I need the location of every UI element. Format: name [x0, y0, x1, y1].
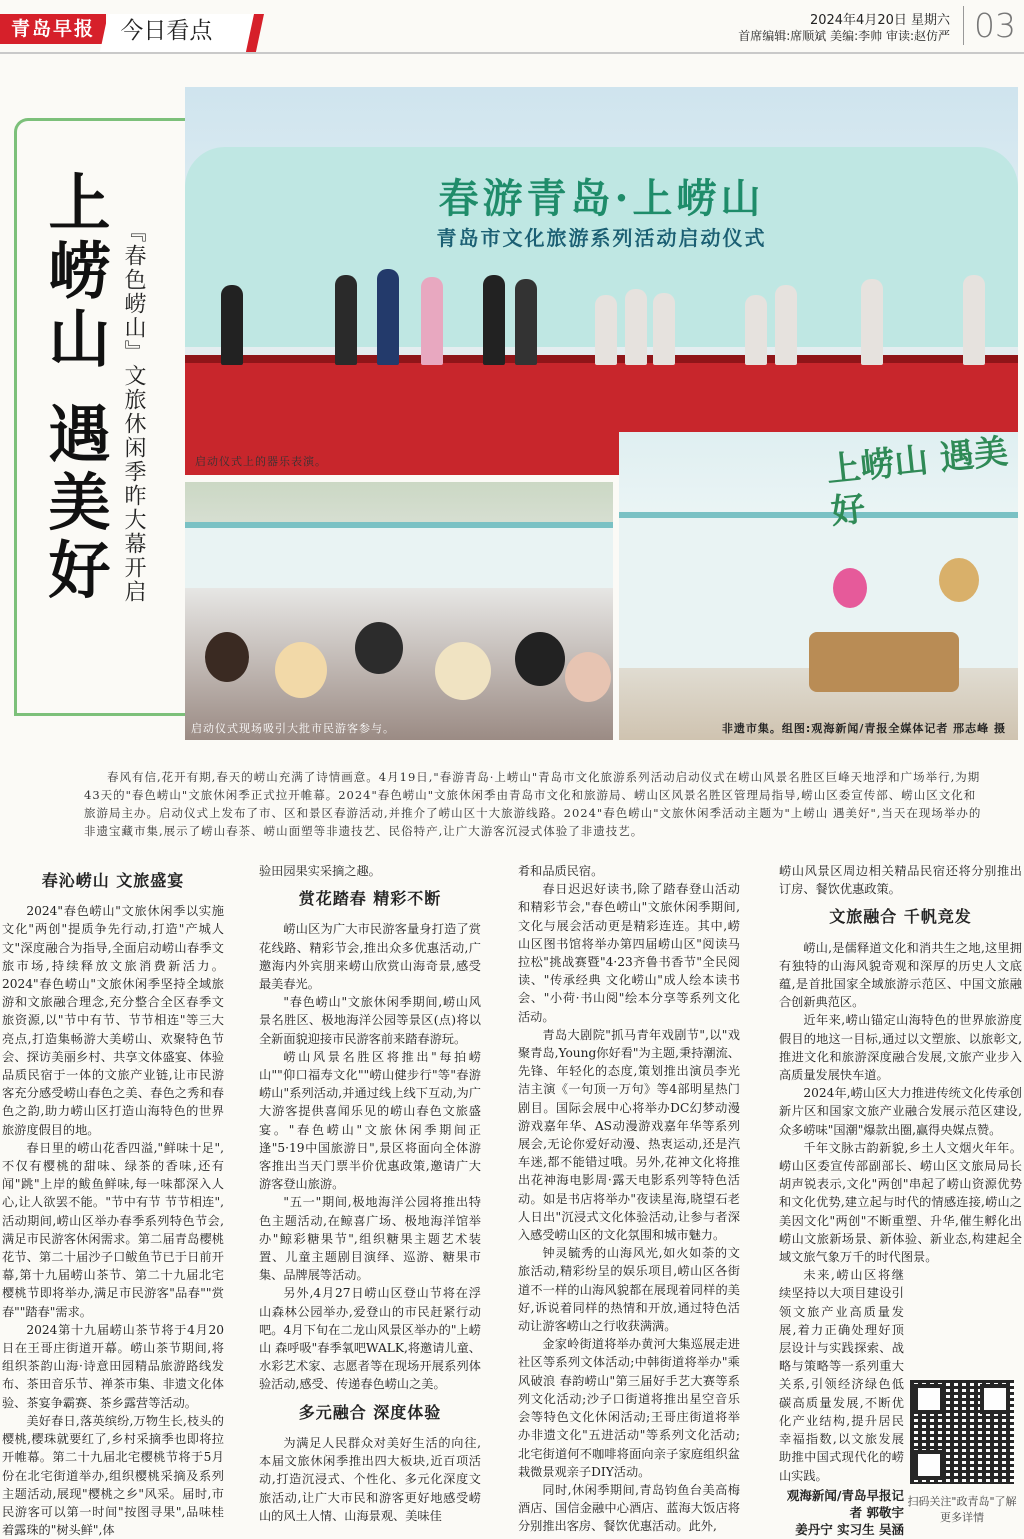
performer — [421, 277, 443, 365]
editor-credits: 首席编辑:席顺斌 美编:李帅 审读:赵仿严 — [738, 29, 950, 43]
article-column-3 — [518, 862, 740, 1536]
audience-head — [435, 642, 491, 700]
lead-paragraph: 春风有信,花开有期,春天的崂山充满了诗情画意。4月19日,"春游青岛·上崂山"青岛市文化旅游系列活动启动仪式在崂山风景名胜区巨峰天地浮和广场举行,为期43天的"春色崂山"文旅休闲季正式拉开帷幕。2024"春色崂山"文旅休闲季由青岛市文化和旅游局、崂山区风景名胜区管理局指导,崂山区委宣传部、崂山区文化和旅游局主办。启动仪式上发布了市、区和景区春游活动,并推介了崂山区十大旅游线路。2024"春色崂山"文旅休闲季活动主题为"上崂山 遇美好",当天在现场举办的非遗宝藏市集,展示了崂山春茶、崂山面塑等非遗技艺、民俗特产,让广大游客沉浸式体验了非遗技艺。 — [84, 770, 982, 838]
paragraph: "五一"期间,极地海洋公园将推出特色主题活动,在鲸喜广场、极地海洋馆举办"鲸彩糖果节",组织糖果主题艺术装置、儿童主题剧目演绎、巡游、糖果市集、品牌展等活动。 — [259, 1195, 481, 1283]
byline-line: 姜丹宁 实习生 吴涵 — [795, 1521, 904, 1537]
market-photo — [619, 432, 1018, 740]
performer — [625, 289, 647, 365]
qr-finder — [914, 1450, 944, 1480]
page-number: 03 — [963, 6, 1016, 45]
byline — [779, 1487, 904, 1538]
subheading: 多元融合 深度体验 — [298, 1402, 442, 1422]
vendor — [939, 558, 979, 602]
paragraph: "春色崂山"文旅休闲季期间,崂山风景名胜区、极地海洋公园等景区(点)将以全新面貌迎接市民游客前来踏春游玩。 — [259, 995, 481, 1046]
newspaper-logo: 青岛早报 — [0, 14, 106, 44]
audience-head — [355, 622, 403, 674]
paragraph: 为满足人民群众对美好生活的向往,本届文旅休闲季推出四大板块,近百项活动,打造沉浸式、个性化、多元化深度文旅活动,让广大市民和游客更好地感受崂山的风土人情、山海景观、美味佳 — [259, 1435, 481, 1523]
backdrop-title: 春游青岛·上崂山 — [438, 175, 765, 222]
stage-performance-photo — [185, 87, 1018, 475]
article-column-1 — [2, 862, 224, 1539]
performer — [745, 295, 767, 365]
vendor — [833, 568, 867, 608]
performer — [515, 279, 537, 365]
paragraph: 美好春日,落英缤纷,万物生长,枝头的樱桃,樱珠就要红了,乡村采摘季也即将拉开帷幕。第二十九届北宅樱桃节将于5月份在北宅街道举办,组织樱桃采摘及系列主题活动,展现"樱桃之乡"风采。届时,市民游客可以第一时间"按图寻果",品味桂着露珠的"树头鲜",体 — [2, 1413, 224, 1538]
audience-head — [565, 652, 611, 702]
subheading: 春沁崂山 文旅盛宴 — [41, 871, 185, 890]
paragraph: 近年来,崂山锚定山海特色的世界旅游度假目的地这一目标,通过以文塑旅、以旅彰文,推进文化和旅游深度融合发展,文旅产业步入高质量发展快车道。 — [779, 1013, 1022, 1083]
paragraph: 未来,崂山区将继续坚持以大项目建设引领文旅产业高质量发展,着力正确处理好顶层设计与实践探索、战略与策略等一系列重大关系,引领经济绿色低碳高质量发展,不断优化产业结构,提升居民幸福指数,以文旅发展助推中国式现代化的崂山实践。 — [779, 1268, 904, 1483]
paragraph: 2024年,崂山区大力推进传统文化传承创新片区和国家文旅产业融合发展示范区建设,众多崂味"国潮"爆款出圈,赢得央媒点赞。 — [779, 1086, 1022, 1137]
subheading: 赏花踏春 精彩不断 — [298, 889, 442, 909]
sub-headline: 『春色崂山』文旅休闲季昨大幕开启 — [121, 220, 146, 604]
performer — [377, 269, 399, 365]
paragraph: 千年文脉古韵新貌,乡土人文烟火年年。崂山区委宣传部副部长、崂山区文旅局局长胡声锐表示,文化"两创"串起了崂山资源优势和文化优势,建立起与时代的情感连接,崂山之美因文化"两创"不断重塑、升华,催生孵化出崂山文旅新场景、新体验、新业态,构建起全域文旅气象万千的时代图景。 — [779, 1140, 1022, 1265]
photo-caption: 启动仪式现场吸引大批市民游客参与。 — [191, 722, 395, 735]
byline-line: 观海新闻/青岛早报记者 郭敬宇 — [786, 1487, 904, 1520]
subheading: 文旅融合 千帆竞发 — [829, 907, 972, 927]
paragraph: 肴和品质民宿。 — [518, 864, 604, 878]
paragraph: 崂山风景名胜区将推出"每拍崂山""仰口福寿文化""崂山健步行"等"春游崂山"系列活动,并通过线上线下互动,为广大游客提供喜闻乐见的崂山春色文旅盛宴。"春色崂山"文旅休闲季期间正逢"5·19中国旅游日",景区将面向全体游客推出当天门票半价优惠政策,邀请广大游客登山旅游。 — [259, 1049, 481, 1192]
paragraph: 崂山风景区周边相关精品民宿还将分别推出订房、餐饮优惠政策。 — [779, 864, 1022, 897]
paragraph: 金家岭街道将举办黄河大集巡展走进社区等系列文体活动;中韩街道将举办"乘风破浪 春韵崂山"第三届好手艺大赛等系列文化活动;沙子口街道将推出星空音乐会等特色文化休闲活动;王哥庄街道将举办非遗文化"五进活动"等系列文化活动;北宅街道何不咖啡将面向亲子家庭组织盆栽微景观亲子DIY活动。 — [518, 1337, 740, 1479]
performer — [963, 275, 985, 365]
paragraph: 春日迟迟好读书,除了踏春登山活动和精彩节会,"春色崂山"文旅休闲季期间,文化与展会活动更是精彩连连。其中,崂山区图书馆将举办第四届崂山区"阅读马拉松"挑战赛暨"4·23齐鲁书香节"全民阅读、"传承经典 文化崂山"成人绘本读书会、"小荷·书山阅"绘本分享等系列文化活动。 — [518, 882, 740, 1024]
paragraph: 钟灵毓秀的山海风光,如火如荼的文旅活动,精彩纷呈的娱乐项目,崂山区各街道不一样的山海风貌都在展现着同样的美好,诉说着同样的热情和开放,通过特色活动让游客崂山之行收获满满。 — [518, 1246, 740, 1334]
audience-head — [205, 632, 249, 682]
masthead — [0, 0, 1024, 54]
paragraph: 2024"春色崂山"文旅休闲季以实施文化"两创"提质争先行动,打造"产城人文"深度融合为指导,全面启动崂山春季文旅市场,持续释放文旅消费新活力。2024"春色崂山"文旅休闲季坚持全域旅游和文旅融合理念,充分整合全区春季文旅资源,以"节中有节、节节相连"等三大亮点,打造集畅游大美崂山、欢聚特色节会、探访美丽乡村、共享文体盛宴、体验品质民宿于一体的文旅产业链,让市民游客充分感受崂山春色之美、春色之秀和春色之韵,助力崂山区打造山海特色的世界旅游度假目的地。 — [2, 904, 224, 1137]
qr-caption: 扫码关注"政青岛"了解更多详情 — [907, 1495, 1017, 1524]
qr-finder — [914, 1384, 944, 1414]
section-label: 今日看点 — [100, 14, 264, 52]
main-headline: 上崂山 遇美好 — [38, 170, 111, 606]
paragraph: 验田园果实采摘之趣。 — [259, 864, 381, 878]
slogan-sign: 上崂山 遇美好 — [824, 432, 1010, 533]
tent — [185, 522, 613, 588]
paragraph: 崂山,是儒释道文化和消共生之地,这里拥有独特的山海风貌奇观和深厚的历史人文底蕴,是首批国家全域旅游示范区、中国文旅融合创新典范区。 — [779, 940, 1022, 1010]
backdrop-subtitle: 青岛市文化旅游系列活动启动仪式 — [436, 226, 767, 250]
article-column-2 — [259, 862, 481, 1525]
issue-date: 2024年4月20日 星期六 — [809, 13, 950, 28]
paragraph: 同时,休闲季期间,青岛钧鱼台美高梅酒店、国信金融中心酒店、蓝海大饭店将分别推出客房、餐饮优惠活动。此外, — [518, 1482, 740, 1534]
paragraph: 春日里的崂山花香四溢,"鲜味十足",不仅有樱桃的甜味、绿茶的香味,还有闻"跳"上岸的鲅鱼鲜味,每一味都深入人心,让人欲罢不能。"节中有节 节节相连",活动期间,崂山区举办春季系列特色节会,满足市民游客休闲需求。第二届青岛樱桃花节、第二十届沙子口鲅鱼节已于日前开幕,第十九届崂山茶节、第二十九届北宅樱桃节即将举办,满足市民游客"品春""赏春""踏春"需求。 — [2, 1140, 224, 1319]
produce-basket — [809, 632, 959, 692]
performer — [483, 275, 505, 365]
paragraph: 青岛大剧院"抓马青年戏剧节",以"戏聚青岛,Young你好看"为主题,秉持潮流、先锋、年轻化的态度,策划推出演员李光洁主演《一句顶一万句》等4部明星热门剧目。国际会展中心将举办DC幻梦动漫游戏嘉年华、AS动漫游戏嘉年华等系列展会,无论你爱好动漫、热衷运动,还是汽车迷,都不能错过哦。另外,花神文化将推出花神海电影周·露天电影系列等特色活动。如是书店将举办"夜读星海,晓望石老人日出"沉浸式文化体验活动,让参与者深入感受崂山区的文化氛围和城市魅力。 — [518, 1027, 740, 1243]
performer — [775, 285, 797, 365]
photo-caption: 非遗市集。组图:观海新闻/青报全媒体记者 邢志峰 摄 — [721, 722, 1006, 735]
paragraph: 崂山区为广大市民游客量身打造了赏花线路、精彩节会,推出众多优惠活动,广邀海内外宾朋来崂山欣赏山海奇景,感受最美春光。 — [259, 922, 481, 992]
audience-head — [515, 632, 565, 686]
paragraph: 另外,4月27日崂山区登山节将在浮山森林公园举办,爱登山的市民赶紧行动吧。4月下旬在二龙山风景区举办的"上崂山 森呼吸"春季氧吧WALK,将邀请儿童、水彩艺术家、志愿者等在现场开展系列体验活动,感受、传递春色崂山之美。 — [259, 1286, 481, 1392]
performer — [653, 293, 675, 365]
performer — [861, 279, 883, 365]
photo-caption: 启动仪式上的器乐表演。 — [195, 455, 327, 468]
paragraph: 2024第十九届崂山茶节将于4月20日在王哥庄街道开幕。崂山茶节期间,将组织茶韵山海·诗意田园精品旅游路线发布、茶田音乐节、禅茶市集、非遗文化体验、茶宴争霸赛、茶乡露营等活动。 — [2, 1322, 224, 1410]
crowd-photo — [185, 482, 613, 740]
performer — [595, 295, 617, 365]
qr-finder — [980, 1384, 1010, 1414]
performer — [221, 285, 243, 365]
audience-head — [275, 642, 327, 698]
qr-code[interactable] — [910, 1380, 1014, 1484]
performer — [335, 275, 357, 365]
